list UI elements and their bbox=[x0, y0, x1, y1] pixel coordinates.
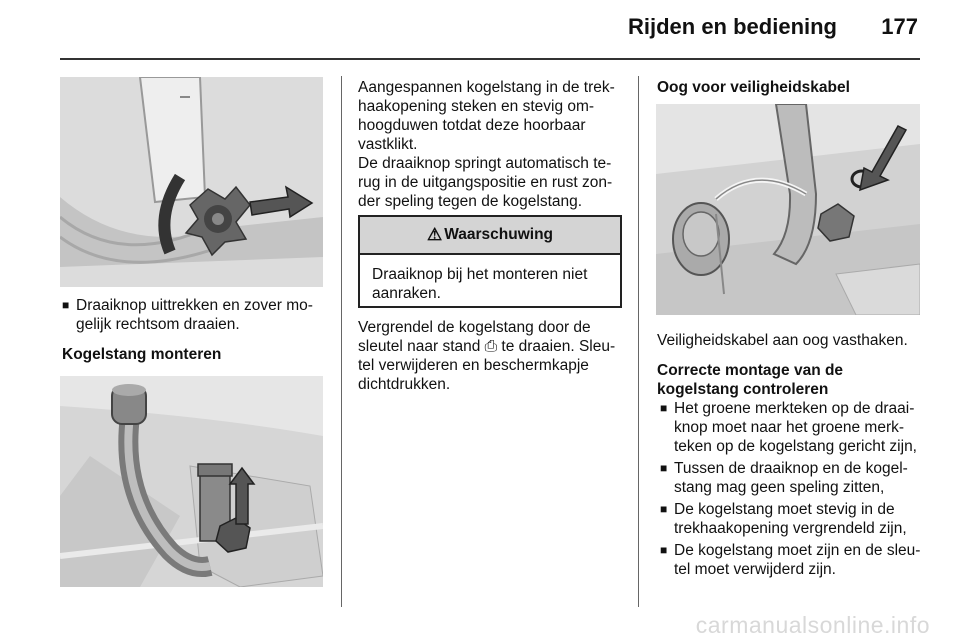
paragraph bbox=[358, 318, 622, 394]
bullet-text: De kogelstang moet zijn en de sleu-tel moet verwijderd zijn. bbox=[674, 542, 921, 578]
bullet-text: De kogelstang moet stevig in de trekhaakopening vergrendeld zijn, bbox=[674, 501, 907, 537]
bullet-icon: ■ bbox=[62, 298, 70, 312]
bullet-icon: ■ bbox=[660, 401, 668, 415]
bullet-text: Tussen de draaiknop en de kogel-stang mag geen speling zitten, bbox=[674, 460, 908, 496]
bullet-text: Draaiknop uittrekken en zover mo-gelijk rechtsom draaien. bbox=[76, 297, 313, 333]
bullet-icon: ■ bbox=[660, 543, 668, 557]
bullet-icon: ■ bbox=[660, 502, 668, 516]
section-heading: Oog voor veiligheidskabel bbox=[657, 79, 850, 96]
warning-box bbox=[358, 215, 622, 308]
warning-title: Waarschuwing bbox=[444, 226, 554, 243]
illustration-safety-cable-eye bbox=[656, 104, 920, 315]
paragraph-text: Vergrendel de kogelstang door de sleutel naar stand bbox=[358, 319, 591, 355]
column-divider bbox=[638, 76, 639, 607]
paragraph: Aangespannen kogelstang in de trek-haakopening steken en stevig om-hoogduwen totdat deze hoorbaar vastklikt. bbox=[358, 79, 615, 153]
list-item bbox=[660, 541, 922, 579]
warning-icon: ⚠ bbox=[426, 225, 443, 244]
page-header-title: Rijden en bediening bbox=[627, 14, 837, 39]
list-item bbox=[660, 399, 922, 456]
watermark: carmanualsonline.info bbox=[695, 612, 930, 638]
illustration-ball-bar-insert bbox=[60, 376, 323, 587]
warning-header bbox=[360, 217, 620, 255]
header-rule bbox=[60, 58, 920, 60]
key-position-icon: ⎙ bbox=[484, 338, 498, 355]
bullet-text: Het groene merkteken op de draai-knop moet naar het groene merk-teken op de kogelstang gericht zijn, bbox=[674, 400, 917, 455]
warning-body: Draaiknop bij het monteren niet aanraken. bbox=[372, 266, 588, 302]
list-item bbox=[660, 500, 922, 538]
section-heading: Kogelstang monteren bbox=[62, 346, 222, 363]
list-item bbox=[62, 296, 324, 334]
column-divider bbox=[341, 76, 342, 607]
paragraph: De draaiknop springt automatisch te-rug in de uitgangspositie en rust zon-der speling tegen de kogelstang. bbox=[358, 155, 613, 210]
illustration-knob-pull bbox=[60, 77, 323, 287]
section-heading: Correcte montage van de kogelstang controleren bbox=[657, 362, 844, 398]
paragraph-text: te draaien. Sleu-tel verwijderen en beschermkapje dichtdrukken. bbox=[358, 338, 616, 393]
figure-caption: Veiligheidskabel aan oog vasthaken. bbox=[657, 332, 908, 349]
list-item bbox=[660, 459, 922, 497]
bullet-icon: ■ bbox=[660, 461, 668, 475]
page-number: 177 bbox=[881, 14, 918, 39]
